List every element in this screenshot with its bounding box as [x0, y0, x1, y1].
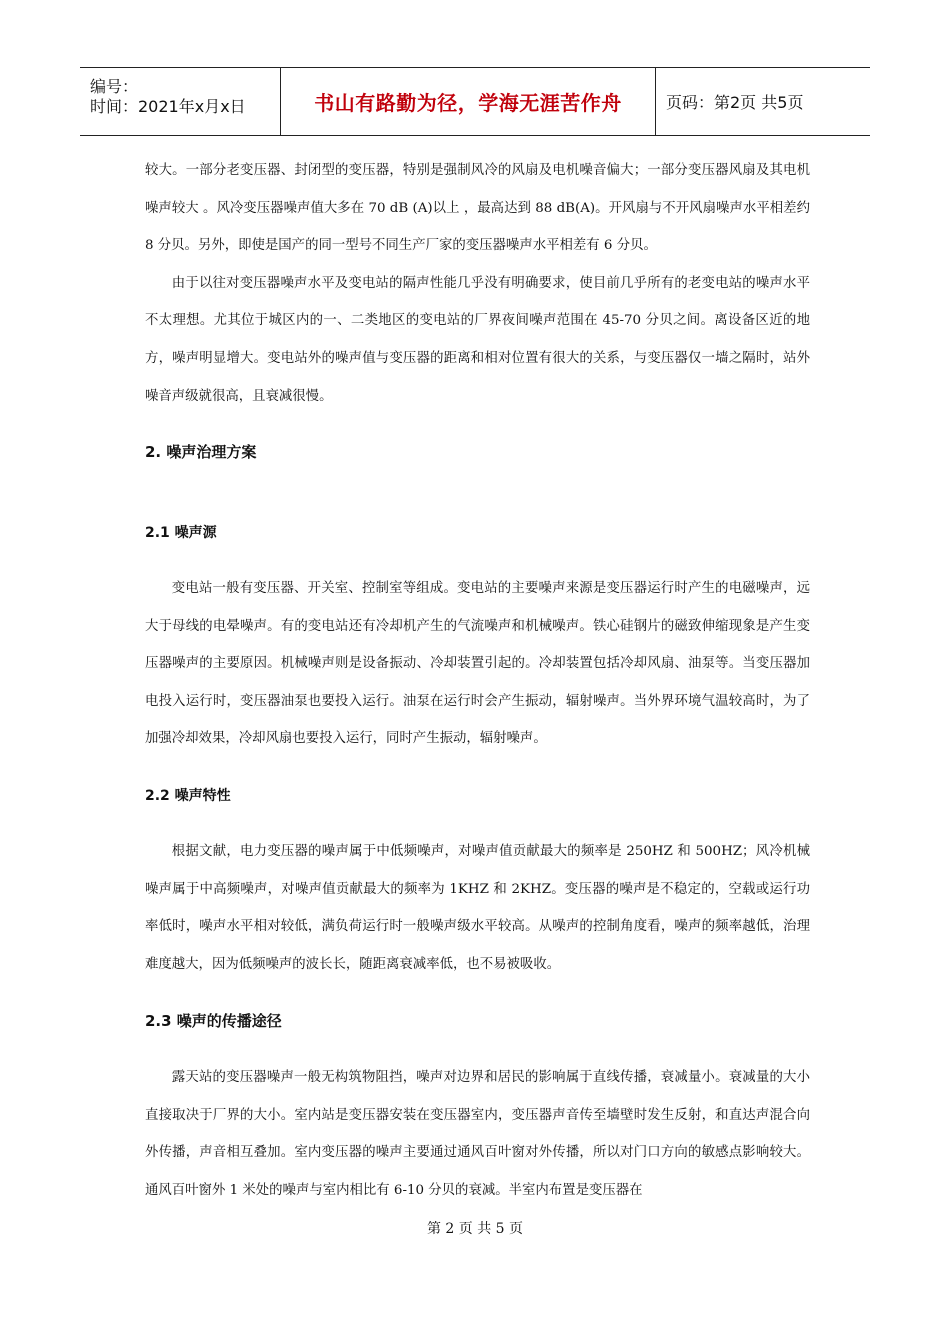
section-heading-2: 2. 噪声治理方案	[145, 443, 257, 461]
paragraph: 根据文献，电力变压器的噪声属于中低频噪声，对噪声值贡献最大的频率是 250HZ 和 500HZ；风冷机械噪声属于中高频噪声，对噪声值贡献最大的频率为 1KHZ 和 2KHZ。变压器的噪声是不稳定的，空载或运行功率低时，噪声水平相对较低，满负荷运行时一般噪声级水平较高。从噪声的控制角度看，噪声的频率越低，治理难度越大，因为低频噪声的波长长，随距离衰减率低，也不易被吸收。	[145, 844, 810, 972]
paragraph: 较大。一部分老变压器、封闭型的变压器，特别是强制风冷的风扇及电机噪音偏大；一部分变压器风扇及其电机噪声较大 。风冷变压器噪声值大多在 70 dB (A)以上 ，最高达到 88 dB(A)。开风扇与不开风扇噪声水平相差约 8 分贝。另外，即使是国产的同一型号不同生产厂家的变压器噪声水平相差有 6 分贝。	[145, 163, 810, 254]
paragraph-block-4	[145, 1059, 810, 1209]
paragraph: 露天站的变压器噪声一般无构筑物阻挡，噪声对边界和居民的影响属于直线传播，衰减量小。衰减量的大小直接取决于厂界的大小。室内站是变压器安装在变压器室内，变压器声音传至墙壁时发生反射，和直达声混合向外传播，声音相互叠加。室内变压器的噪声主要通过通风百叶窗对外传播，所以对门口方向的敏感点影响较大。通风百叶窗外 1 米处的噪声与室内相比有 6-10 分贝的衰减。半室内布置是变压器在	[145, 1070, 810, 1198]
paragraph-block-2	[145, 570, 810, 758]
section-heading-2-3: 2.3 噪声的传播途径	[145, 1012, 282, 1030]
document-number-label: 编号：	[90, 77, 139, 96]
section-heading-2-1: 2.1 噪声源	[145, 525, 217, 541]
header-meta	[80, 68, 281, 135]
header-motto-cell	[281, 68, 656, 135]
page-header	[80, 67, 870, 136]
paragraph-block-3	[145, 833, 810, 983]
header-page-label: 页码：第2页 共5页	[666, 93, 804, 112]
paragraph: 由于以往对变压器噪声水平及变电站的隔声性能几乎没有明确要求，使目前几乎所有的老变电站的噪声水平不太理想。尤其位于城区内的一、二类地区的变电站的厂界夜间噪声范围在 45-70 分贝之间。离设备区近的地方，噪声明显增大。变电站外的噪声值与变压器的距离和相对位置有很大的关系，与变压器仅一墙之隔时，站外噪音声级就很高，且衰减很慢。	[145, 275, 810, 404]
header-page-cell	[656, 68, 870, 135]
header-motto: 书山有路勤为径，学海无涯苦作舟	[314, 91, 622, 115]
section-heading-2-2: 2.2 噪声特性	[145, 788, 231, 804]
page-footer: 第 2 页 共 5 页	[426, 1221, 524, 1237]
paragraph: 变电站一般有变压器、开关室、控制室等组成。变电站的主要噪声来源是变压器运行时产生的电磁噪声，远大于母线的电晕噪声。有的变电站还有冷却机产生的气流噪声和机械噪声。铁心硅钢片的磁致伸缩现象是产生变压器噪声的主要原因。机械噪声则是设备振动、冷却装置引起的。冷却装置包括冷却风扇、油泵等。当变压器加电投入运行时，变压器油泵也要投入运行。油泵在运行时会产生振动，辐射噪声。当外界环境气温较高时，为了加强冷却效果，冷却风扇也要投入运行，同时产生振动，辐射噪声。	[145, 581, 810, 747]
document-date-label: 时间：2021年x月x日	[90, 97, 246, 116]
paragraph-block-1	[145, 152, 810, 415]
